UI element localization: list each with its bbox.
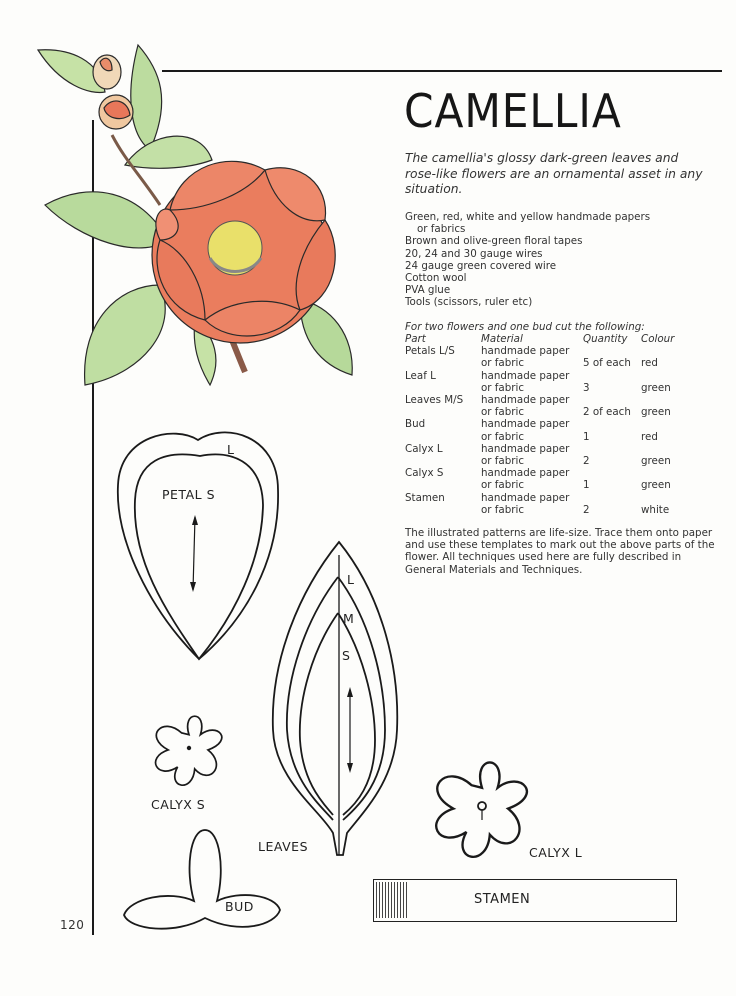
cell-part: Bud [405,418,426,431]
leaf-left [45,192,168,248]
cell-material: or fabric [481,479,525,492]
cell-part: Leaves M/S [405,394,464,407]
cell-colour: white [641,503,670,516]
calyx-s-label: CALYX S [151,797,206,812]
cell-part: Petals L/S [405,345,455,358]
cell-colour: green [641,479,671,492]
cell-colour: green [641,406,671,419]
table-row [405,394,674,406]
cell-quantity: 2 of each [583,406,631,419]
materials-item: 24 gauge green covered wire [405,259,557,272]
cell-part: Leaf L [405,369,436,382]
arrow-up-icon [192,515,198,525]
table-row [405,406,674,418]
cell-material: handmade paper [481,345,570,358]
cut-list-table [405,333,674,516]
intro-text: The camellia's glossy dark-green leaves and rose-like flowers are an ornamental asset in any situation. [405,151,703,196]
cell-material: handmade paper [481,442,570,455]
table-row [405,479,674,491]
cell-material: or fabric [481,455,525,468]
table-row [405,345,674,357]
materials-item: Cotton wool [405,272,467,285]
materials-item: Brown and olive-green floral tapes [405,235,583,248]
column-header: Material [481,333,523,345]
leaf-s-label: S [342,648,351,663]
cell-material: handmade paper [481,394,570,407]
cell-colour: red [641,430,658,443]
leaf-top-right [131,45,162,150]
petal-s-outline [135,454,263,659]
cell-part: Stamen [405,491,445,504]
cell-material: or fabric [481,357,525,370]
cut-list-heading: For two flowers and one bud cut the following: [405,321,645,333]
cell-quantity: 3 [583,381,590,394]
leaf-mid [125,136,212,168]
table-row [405,443,674,455]
column-header: Colour [641,333,675,345]
cell-material: handmade paper [481,491,570,504]
table-row [405,370,674,382]
table-row [405,418,674,430]
camellia-illustration [38,45,352,385]
page-number: 120 [60,918,85,932]
cell-colour: green [641,381,671,394]
table-row [405,467,674,479]
table-row [405,431,674,443]
table-header-row [405,333,674,345]
cell-quantity: 1 [583,479,590,492]
cell-material: or fabric [481,381,525,394]
table-row [405,492,674,504]
cell-quantity: 1 [583,430,590,443]
column-header: Quantity [583,333,628,345]
materials-item: 20, 24 and 30 gauge wires [405,247,543,260]
materials-item: Green, red, white and yellow handmade papers [405,211,651,223]
leaf-bottom-left [85,285,166,385]
leaf-l-label: L [347,572,355,587]
cell-quantity: 2 [583,503,590,516]
cell-material: handmade paper [481,369,570,382]
cell-colour: red [641,357,658,370]
materials-item: Tools (scissors, ruler etc) [405,296,533,309]
calyx-l-template [436,762,527,856]
calyx-s-template [156,716,222,785]
materials-item: or fabrics [417,223,466,236]
stamen-template [373,879,677,922]
leaf-s-outline [300,613,375,815]
arrow-up-icon [347,687,353,697]
cell-part: Calyx L [405,442,443,455]
instructions-note: The illustrated patterns are life-size. Trace them onto paper and use these templates to mark out the above parts of the flower. All techniques used here are fully described in General Materials and Techniques. [405,527,715,576]
leaves-label: LEAVES [258,839,308,854]
arrow-down-icon [347,763,353,773]
cell-colour: green [641,455,671,468]
calyx-l-label: CALYX L [529,845,583,860]
cell-quantity: 5 of each [583,357,631,370]
table-row [405,504,674,516]
petal-l-label: L [227,442,235,457]
cell-material: or fabric [481,430,525,443]
materials-item: PVA glue [405,284,451,297]
cell-material: or fabric [481,503,525,516]
cell-material: or fabric [481,406,525,419]
materials-list [405,211,725,309]
cell-material: handmade paper [481,418,570,431]
leaf-l-outline [273,542,397,855]
stamen-label: STAMEN [474,892,531,907]
arrow-down-icon [190,582,196,592]
petal-l-outline [118,432,278,659]
leaves-template [273,542,397,855]
page-title: CAMELLIA [404,84,622,138]
cell-part: Calyx S [405,467,444,480]
cell-material: handmade paper [481,467,570,480]
leaf-m-label: M [343,611,355,626]
bud-template [124,830,280,929]
stamen-fringe [376,882,408,918]
bud-label: BUD [225,899,254,914]
table-row [405,455,674,467]
table-row [405,382,674,394]
cell-quantity: 2 [583,455,590,468]
petal-template [118,432,278,659]
table-row [405,357,674,369]
column-header: Part [405,333,426,345]
petal-s-label: PETAL S [162,487,216,502]
